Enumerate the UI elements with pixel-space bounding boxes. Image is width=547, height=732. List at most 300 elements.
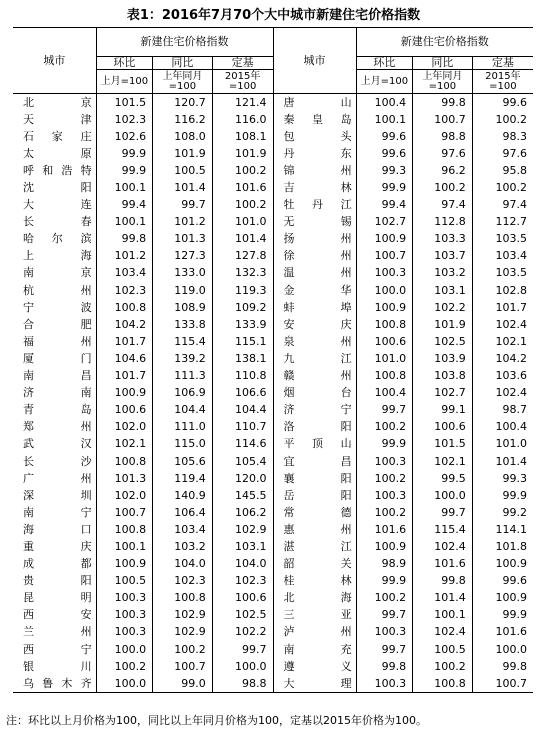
group-header-left: 新建住宅价格指数	[96, 28, 273, 57]
left-city-cell: 天津	[23, 112, 92, 126]
right-yoy-cell: 103.7	[413, 248, 473, 265]
left-city-cell: 福州	[23, 334, 92, 348]
right-mom-cell: 101.6	[356, 521, 412, 538]
left-yoy-cell: 100.2	[153, 641, 213, 658]
mom-base-right: 上月=100	[356, 70, 412, 94]
left-yoy-cell: 100.7	[153, 658, 213, 675]
left-yoy-cell: 101.3	[153, 231, 213, 248]
right-mom-cell: 100.3	[356, 675, 412, 693]
right-mom-cell: 100.9	[356, 538, 412, 555]
table-row	[13, 624, 533, 641]
left-base-cell: 101.0	[212, 214, 273, 231]
table-row	[13, 504, 533, 521]
right-yoy-cell: 101.9	[413, 316, 473, 333]
table-row	[13, 675, 533, 693]
left-mom-cell: 100.8	[96, 299, 152, 316]
left-mom-cell: 100.3	[96, 624, 152, 641]
right-city-cell: 金华	[273, 282, 356, 299]
right-mom-cell: 100.2	[356, 504, 412, 521]
right-city-cell: 洛阳	[273, 419, 356, 436]
mom-header-left: 环比	[96, 57, 152, 70]
left-city-cell: 重庆	[23, 539, 92, 553]
right-mom-cell: 99.8	[356, 658, 412, 675]
right-city-cell: 唐山	[273, 94, 356, 112]
table-row	[13, 436, 533, 453]
right-yoy-cell: 96.2	[413, 162, 473, 179]
right-yoy-cell: 102.2	[413, 299, 473, 316]
left-yoy-cell: 115.0	[153, 436, 213, 453]
left-base-cell: 101.6	[212, 179, 273, 196]
right-city-cell: 遵义	[273, 658, 356, 675]
left-base-cell: 102.3	[212, 573, 273, 590]
table-row	[13, 368, 533, 385]
right-mom-cell: 100.4	[356, 385, 412, 402]
left-city-cell: 沈阳	[23, 181, 92, 195]
right-city-cell: 湛江	[273, 538, 356, 555]
table-row	[13, 607, 533, 624]
left-yoy-cell: 104.4	[153, 402, 213, 419]
table-row	[13, 128, 533, 145]
left-mom-cell: 99.8	[96, 231, 152, 248]
right-mom-cell: 100.3	[356, 265, 412, 282]
right-mom-cell: 100.7	[356, 248, 412, 265]
right-base-cell: 100.2	[472, 179, 533, 196]
table-row	[13, 538, 533, 555]
right-yoy-cell: 97.4	[413, 197, 473, 214]
left-yoy-cell: 102.9	[153, 607, 213, 624]
left-city-cell: 厦门	[23, 351, 92, 365]
city-header-left: 城市	[13, 28, 96, 94]
table-row	[13, 573, 533, 590]
right-base-cell: 99.9	[472, 607, 533, 624]
left-base-cell: 103.1	[212, 538, 273, 555]
right-yoy-cell: 102.4	[413, 624, 473, 641]
right-yoy-cell: 101.5	[413, 436, 473, 453]
right-city-cell: 北海	[273, 590, 356, 607]
left-base-cell: 105.4	[212, 453, 273, 470]
price-index-table	[13, 27, 533, 693]
right-base-cell: 99.6	[472, 573, 533, 590]
base-base-left: 2015年=100	[212, 70, 273, 94]
right-base-cell: 99.9	[472, 487, 533, 504]
left-base-cell: 100.0	[212, 658, 273, 675]
right-yoy-cell: 115.4	[413, 521, 473, 538]
right-yoy-cell: 99.7	[413, 504, 473, 521]
table-row	[13, 487, 533, 504]
left-mom-cell: 104.2	[96, 316, 152, 333]
right-yoy-cell: 103.8	[413, 368, 473, 385]
right-base-cell: 100.0	[472, 641, 533, 658]
table-row	[13, 94, 533, 112]
table-row	[13, 419, 533, 436]
left-base-cell: 100.2	[212, 197, 273, 214]
right-mom-cell: 99.9	[356, 573, 412, 590]
right-mom-cell: 99.9	[356, 179, 412, 196]
yoy-base-right: 上年同月=100	[413, 70, 473, 94]
right-base-cell: 97.4	[472, 197, 533, 214]
table-row	[13, 590, 533, 607]
left-mom-cell: 100.0	[96, 641, 152, 658]
left-yoy-cell: 103.4	[153, 521, 213, 538]
left-mom-cell: 101.7	[96, 368, 152, 385]
left-city-cell: 南昌	[23, 369, 92, 383]
right-mom-cell: 99.3	[356, 162, 412, 179]
table-row	[13, 179, 533, 196]
left-base-cell: 106.2	[212, 504, 273, 521]
right-city-cell: 宜昌	[273, 453, 356, 470]
right-base-cell: 102.4	[472, 385, 533, 402]
base-base-right: 2015年=100	[472, 70, 533, 94]
left-mom-cell: 102.3	[96, 111, 152, 128]
left-base-cell: 100.6	[212, 590, 273, 607]
left-mom-cell: 100.3	[96, 607, 152, 624]
left-yoy-cell: 133.0	[153, 265, 213, 282]
right-mom-cell: 99.6	[356, 145, 412, 162]
left-city-cell: 西安	[23, 608, 92, 622]
right-mom-cell: 99.7	[356, 607, 412, 624]
table-row	[13, 641, 533, 658]
right-base-cell: 103.5	[472, 231, 533, 248]
right-base-cell: 101.4	[472, 453, 533, 470]
left-mom-cell: 102.6	[96, 128, 152, 145]
table-row	[13, 470, 533, 487]
table-row	[13, 162, 533, 179]
yoy-header-left: 同比	[153, 57, 213, 70]
right-base-cell: 100.4	[472, 419, 533, 436]
table-row	[13, 299, 533, 316]
left-city-cell: 太原	[23, 146, 92, 160]
right-city-cell: 泉州	[273, 333, 356, 350]
left-mom-cell: 101.3	[96, 470, 152, 487]
left-mom-cell: 102.1	[96, 436, 152, 453]
left-yoy-cell: 99.0	[153, 675, 213, 693]
left-yoy-cell: 101.2	[153, 214, 213, 231]
left-mom-cell: 100.7	[96, 504, 152, 521]
base-header-right: 定基	[472, 57, 533, 70]
left-mom-cell: 100.0	[96, 675, 152, 693]
right-mom-cell: 100.9	[356, 231, 412, 248]
left-base-cell: 110.7	[212, 419, 273, 436]
right-city-cell: 扬州	[273, 231, 356, 248]
right-base-cell: 95.8	[472, 162, 533, 179]
right-yoy-cell: 99.8	[413, 573, 473, 590]
table-row	[13, 265, 533, 282]
table-row	[13, 521, 533, 538]
city-header-right: 城市	[273, 28, 356, 94]
right-yoy-cell: 103.2	[413, 265, 473, 282]
table-row	[13, 453, 533, 470]
right-city-cell: 无锡	[273, 214, 356, 231]
left-yoy-cell: 108.0	[153, 128, 213, 145]
left-yoy-cell: 99.7	[153, 197, 213, 214]
left-yoy-cell: 111.0	[153, 419, 213, 436]
left-city-cell: 哈尔滨	[23, 232, 92, 246]
right-city-cell: 九江	[273, 350, 356, 367]
table-row	[13, 316, 533, 333]
right-yoy-cell: 102.5	[413, 333, 473, 350]
right-mom-cell: 100.9	[356, 299, 412, 316]
left-base-cell: 119.3	[212, 282, 273, 299]
right-city-cell: 丹东	[273, 145, 356, 162]
left-base-cell: 102.5	[212, 607, 273, 624]
right-mom-cell: 100.3	[356, 487, 412, 504]
right-base-cell: 102.4	[472, 316, 533, 333]
left-city-cell: 大连	[23, 198, 92, 212]
left-mom-cell: 101.7	[96, 333, 152, 350]
left-yoy-cell: 119.0	[153, 282, 213, 299]
right-city-cell: 惠州	[273, 521, 356, 538]
right-city-cell: 平顶山	[273, 436, 356, 453]
right-mom-cell: 99.4	[356, 197, 412, 214]
left-mom-cell: 100.8	[96, 521, 152, 538]
right-mom-cell: 100.4	[356, 94, 412, 112]
right-mom-cell: 100.0	[356, 282, 412, 299]
right-yoy-cell: 101.4	[413, 590, 473, 607]
left-city-cell: 武汉	[23, 437, 92, 451]
right-base-cell: 102.1	[472, 333, 533, 350]
right-base-cell: 97.6	[472, 145, 533, 162]
right-yoy-cell: 101.6	[413, 556, 473, 573]
right-base-cell: 103.5	[472, 265, 533, 282]
left-base-cell: 100.2	[212, 162, 273, 179]
right-yoy-cell: 99.5	[413, 470, 473, 487]
group-header-right: 新建住宅价格指数	[356, 28, 533, 57]
table-body	[13, 94, 533, 693]
right-mom-cell: 100.1	[356, 111, 412, 128]
left-mom-cell: 102.0	[96, 487, 152, 504]
left-mom-cell: 99.9	[96, 145, 152, 162]
left-mom-cell: 100.1	[96, 538, 152, 555]
right-city-cell: 岳阳	[273, 487, 356, 504]
right-city-cell: 烟台	[273, 385, 356, 402]
left-mom-cell: 101.2	[96, 248, 152, 265]
right-yoy-cell: 103.9	[413, 350, 473, 367]
left-base-cell: 102.2	[212, 624, 273, 641]
right-city-cell: 大理	[273, 675, 356, 693]
right-base-cell: 99.2	[472, 504, 533, 521]
right-base-cell: 103.6	[472, 368, 533, 385]
left-mom-cell: 103.4	[96, 265, 152, 282]
right-city-cell: 吉林	[273, 179, 356, 196]
base-header-left: 定基	[212, 57, 273, 70]
left-base-cell: 115.1	[212, 333, 273, 350]
left-yoy-cell: 101.4	[153, 179, 213, 196]
right-city-cell: 三亚	[273, 607, 356, 624]
left-yoy-cell: 104.0	[153, 556, 213, 573]
left-mom-cell: 100.1	[96, 179, 152, 196]
left-base-cell: 106.6	[212, 385, 273, 402]
left-city-cell: 呼和浩特	[23, 163, 92, 177]
left-base-cell: 138.1	[212, 350, 273, 367]
right-base-cell: 101.6	[472, 624, 533, 641]
table-row	[13, 145, 533, 162]
yoy-header-right: 同比	[413, 57, 473, 70]
right-mom-cell: 100.8	[356, 368, 412, 385]
right-city-cell: 济宁	[273, 402, 356, 419]
right-city-cell: 包头	[273, 128, 356, 145]
right-city-cell: 蚌埠	[273, 299, 356, 316]
right-yoy-cell: 100.0	[413, 487, 473, 504]
left-mom-cell: 101.5	[96, 94, 152, 112]
right-mom-cell: 99.9	[356, 436, 412, 453]
right-base-cell: 101.0	[472, 436, 533, 453]
table-row	[13, 248, 533, 265]
left-city-cell: 贵阳	[23, 574, 92, 588]
left-base-cell: 132.3	[212, 265, 273, 282]
left-yoy-cell: 105.6	[153, 453, 213, 470]
right-yoy-cell: 100.8	[413, 675, 473, 693]
left-yoy-cell: 101.9	[153, 145, 213, 162]
left-mom-cell: 100.8	[96, 453, 152, 470]
left-yoy-cell: 100.5	[153, 162, 213, 179]
left-yoy-cell: 120.7	[153, 94, 213, 112]
right-city-cell: 温州	[273, 265, 356, 282]
right-city-cell: 安庆	[273, 316, 356, 333]
left-yoy-cell: 115.4	[153, 333, 213, 350]
left-city-cell: 海口	[23, 522, 92, 536]
left-city-cell: 宁波	[23, 300, 92, 314]
left-yoy-cell: 111.3	[153, 368, 213, 385]
right-mom-cell: 101.0	[356, 350, 412, 367]
left-mom-cell: 100.9	[96, 385, 152, 402]
right-yoy-cell: 99.8	[413, 94, 473, 112]
right-base-cell: 114.1	[472, 521, 533, 538]
left-mom-cell: 100.5	[96, 573, 152, 590]
left-city-cell: 兰州	[23, 625, 92, 639]
right-yoy-cell: 102.1	[413, 453, 473, 470]
left-mom-cell: 99.4	[96, 197, 152, 214]
table-row	[13, 231, 533, 248]
left-mom-cell: 100.1	[96, 214, 152, 231]
left-city-cell: 西宁	[23, 642, 92, 656]
left-city-cell: 长春	[23, 215, 92, 229]
right-yoy-cell: 102.7	[413, 385, 473, 402]
right-mom-cell: 100.3	[356, 624, 412, 641]
left-mom-cell: 100.3	[96, 590, 152, 607]
right-mom-cell: 99.7	[356, 402, 412, 419]
right-yoy-cell: 100.7	[413, 111, 473, 128]
left-base-cell: 110.8	[212, 368, 273, 385]
right-yoy-cell: 100.6	[413, 419, 473, 436]
left-base-cell: 99.7	[212, 641, 273, 658]
yoy-base-left: 上年同月=100	[153, 70, 213, 94]
right-mom-cell: 98.9	[356, 556, 412, 573]
left-base-cell: 98.8	[212, 675, 273, 693]
left-base-cell: 120.0	[212, 470, 273, 487]
right-mom-cell: 100.8	[356, 316, 412, 333]
left-mom-cell: 99.9	[96, 162, 152, 179]
left-yoy-cell: 116.2	[153, 111, 213, 128]
left-city-cell: 乌鲁木齐	[13, 675, 96, 693]
right-base-cell: 101.7	[472, 299, 533, 316]
left-city-cell: 成都	[23, 557, 92, 571]
left-city-cell: 长沙	[23, 454, 92, 468]
right-yoy-cell: 100.2	[413, 179, 473, 196]
right-base-cell: 102.8	[472, 282, 533, 299]
left-yoy-cell: 140.9	[153, 487, 213, 504]
right-mom-cell: 99.6	[356, 128, 412, 145]
left-base-cell: 133.9	[212, 316, 273, 333]
right-yoy-cell: 100.5	[413, 641, 473, 658]
right-mom-cell: 102.7	[356, 214, 412, 231]
left-base-cell: 109.2	[212, 299, 273, 316]
right-city-cell: 常德	[273, 504, 356, 521]
left-base-cell: 127.8	[212, 248, 273, 265]
right-mom-cell: 100.2	[356, 470, 412, 487]
right-base-cell: 100.9	[472, 590, 533, 607]
right-city-cell: 泸州	[273, 624, 356, 641]
right-yoy-cell: 98.8	[413, 128, 473, 145]
right-city-cell: 襄阳	[273, 470, 356, 487]
left-mom-cell: 100.9	[96, 556, 152, 573]
right-city-cell: 徐州	[273, 248, 356, 265]
right-city-cell: 南充	[273, 641, 356, 658]
left-city-cell: 南京	[23, 266, 92, 280]
table-title: 表1：2016年7月70个大中城市新建住宅价格指数	[126, 8, 421, 23]
left-mom-cell: 102.0	[96, 419, 152, 436]
left-yoy-cell: 106.4	[153, 504, 213, 521]
left-yoy-cell: 139.2	[153, 350, 213, 367]
right-base-cell: 104.2	[472, 350, 533, 367]
right-mom-cell: 99.7	[356, 641, 412, 658]
left-city-cell: 昆明	[23, 591, 92, 605]
right-city-cell: 赣州	[273, 368, 356, 385]
right-yoy-cell: 103.3	[413, 231, 473, 248]
mom-header-right: 环比	[356, 57, 412, 70]
table-row	[13, 556, 533, 573]
left-base-cell: 145.5	[212, 487, 273, 504]
mom-base-left: 上月=100	[96, 70, 152, 94]
right-base-cell: 100.9	[472, 556, 533, 573]
right-yoy-cell: 100.1	[413, 607, 473, 624]
left-mom-cell: 102.3	[96, 282, 152, 299]
left-base-cell: 104.4	[212, 402, 273, 419]
right-yoy-cell: 99.1	[413, 402, 473, 419]
left-city-cell: 郑州	[23, 420, 92, 434]
right-mom-cell: 100.6	[356, 333, 412, 350]
left-city-cell: 银川	[23, 659, 92, 673]
right-base-cell: 98.3	[472, 128, 533, 145]
left-base-cell: 114.6	[212, 436, 273, 453]
left-yoy-cell: 108.9	[153, 299, 213, 316]
left-city-cell: 合肥	[23, 317, 92, 331]
right-base-cell: 101.8	[472, 538, 533, 555]
right-mom-cell: 100.2	[356, 590, 412, 607]
table-row	[13, 214, 533, 231]
left-base-cell: 121.4	[212, 94, 273, 112]
table-row	[13, 402, 533, 419]
left-city-cell: 杭州	[23, 283, 92, 297]
left-yoy-cell: 102.9	[153, 624, 213, 641]
footnote: 注：环比以上月价格为100，同比以上年同月价格为100，定基以2015年价格为100。	[6, 714, 427, 727]
table-row	[13, 350, 533, 367]
left-yoy-cell: 103.2	[153, 538, 213, 555]
left-yoy-cell: 133.8	[153, 316, 213, 333]
left-base-cell: 102.9	[212, 521, 273, 538]
right-base-cell: 100.2	[472, 111, 533, 128]
left-base-cell: 108.1	[212, 128, 273, 145]
left-base-cell: 104.0	[212, 556, 273, 573]
left-city-cell: 广州	[23, 471, 92, 485]
right-mom-cell: 100.3	[356, 453, 412, 470]
right-yoy-cell: 112.8	[413, 214, 473, 231]
table-row	[13, 333, 533, 350]
left-city-cell: 深圳	[23, 488, 92, 502]
right-yoy-cell: 97.6	[413, 145, 473, 162]
left-city-cell: 青岛	[23, 403, 92, 417]
right-city-cell: 牡丹江	[273, 197, 356, 214]
left-yoy-cell: 100.8	[153, 590, 213, 607]
